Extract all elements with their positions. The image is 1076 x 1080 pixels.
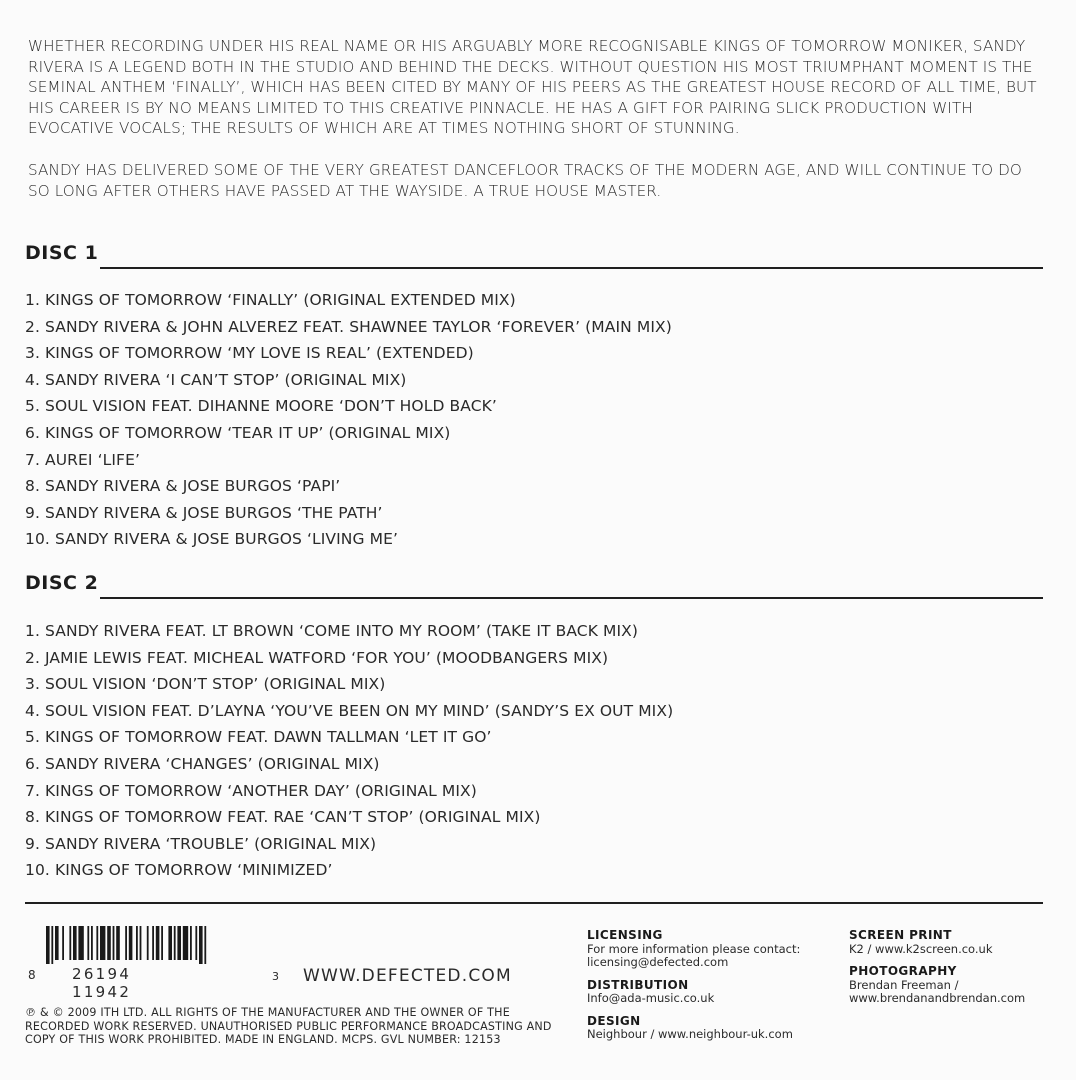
credit-photography [849, 965, 1025, 1006]
barcode-bar [129, 926, 133, 960]
barcode-bar [125, 926, 127, 960]
track-item: 10. KINGS OF TOMORROW ‘MINIMIZED’ [25, 861, 333, 880]
barcode-bar [136, 926, 138, 960]
credit-licensing-heading: LICENSING [587, 928, 663, 942]
credit-design [587, 1015, 800, 1042]
track-item: 4. SOUL VISION FEAT. D’LAYNA ‘YOU’VE BEEN ON MY MIND’ (SANDY’S EX OUT MIX) [25, 701, 674, 720]
track-item: 4. SANDY RIVERA ‘I CAN’T STOP’ (ORIGINAL MIX) [25, 370, 407, 389]
barcode-bar [204, 926, 206, 964]
credit-licensing-email: licensing@defected.com [587, 955, 729, 969]
disc-1-rule [100, 267, 1043, 269]
barcode-bar [156, 926, 160, 960]
track-item: 2. JAMIE LEWIS FEAT. MICHEAL WATFORD ‘FOR YOU’ (MOODBANGERS MIX) [25, 648, 609, 667]
barcode-bar [87, 926, 89, 960]
barcode-bar [69, 926, 71, 960]
disc-1-title: DISC 1 [25, 242, 99, 264]
barcode-bar [190, 926, 192, 960]
track-item: 10. SANDY RIVERA & JOSE BURGOS ‘LIVING ME’ [25, 530, 398, 549]
barcode-bar [183, 926, 188, 960]
barcode-bar [91, 926, 93, 960]
barcode-digit-last: 3 [272, 970, 280, 983]
credit-screen-print-heading: SCREEN PRINT [849, 928, 952, 942]
credit-design-heading: DESIGN [587, 1013, 641, 1028]
credit-distribution-email: Info@ada-music.co.uk [587, 991, 715, 1005]
barcode-bar [113, 926, 115, 960]
barcode-digits-main: 26194 11942 [72, 965, 132, 1001]
credit-photography-heading: PHOTOGRAPHY [849, 964, 957, 978]
credit-licensing-line-1: For more information please contact: [587, 941, 801, 956]
track-item: 5. KINGS OF TOMORROW FEAT. DAWN TALLMAN ‘LET IT GO’ [25, 728, 492, 747]
barcode-digit-first: 8 [28, 968, 37, 982]
barcode-bar [55, 926, 59, 960]
track-item: 8. KINGS OF TOMORROW FEAT. RAE ‘CAN’T STOP’ (ORIGINAL MIX) [25, 808, 541, 827]
barcode-bar [46, 926, 50, 964]
barcode-bar [168, 926, 172, 960]
barcode-bar [147, 926, 149, 960]
disc-2-header [25, 573, 1043, 593]
barcode-bar [62, 926, 64, 960]
credit-distribution-heading: DISTRIBUTION [587, 977, 689, 992]
track-item: 6. SANDY RIVERA ‘CHANGES’ (ORIGINAL MIX) [25, 754, 380, 773]
barcode-bar [107, 926, 111, 960]
track-item: 2. SANDY RIVERA & JOHN ALVEREZ FEAT. SHAWNEE TAYLOR ‘FOREVER’ (MAIN MIX) [25, 317, 672, 336]
disc-1-header [25, 243, 1043, 263]
footer-rule [25, 902, 1043, 904]
track-item: 3. KINGS OF TOMORROW ‘MY LOVE IS REAL’ (EXTENDED) [25, 344, 474, 363]
track-item: 6. KINGS OF TOMORROW ‘TEAR IT UP’ (ORIGINAL MIX) [25, 423, 451, 442]
track-item: 8. SANDY RIVERA & JOSE BURGOS ‘PAPI’ [25, 477, 341, 496]
credit-photography-line-2: www.brendanandbrendan.com [849, 991, 1026, 1005]
disc-2-title: DISC 2 [25, 572, 99, 594]
credit-screen-print [849, 929, 1025, 956]
barcode-bar [199, 926, 203, 964]
track-item: 7. KINGS OF TOMORROW ‘ANOTHER DAY’ (ORIGINAL MIX) [25, 781, 477, 800]
barcode-bar [195, 926, 197, 960]
barcode-image [46, 926, 264, 964]
disc-2-rule [100, 597, 1043, 599]
track-item: 5. SOUL VISION FEAT. DIHANNE MOORE ‘DON’T HOLD BACK’ [25, 397, 497, 416]
barcode-bar [152, 926, 154, 960]
credit-photography-line-1: Brendan Freeman / [849, 977, 959, 992]
credits-column-left [587, 929, 800, 1042]
disc-2-tracklist [25, 618, 673, 884]
barcode-bar [140, 926, 142, 960]
track-item: 3. SOUL VISION ‘DON’T STOP’ (ORIGINAL MIX) [25, 675, 386, 694]
track-item: 7. AUREI ‘LIFE’ [25, 450, 140, 469]
intro-paragraph-1: WHETHER RECORDING UNDER HIS REAL NAME OR HIS ARGUABLY MORE RECOGNISABLE KINGS OF TOMORROW MONIKER, SANDY RIVERA IS A LEGEND BOTH IN THE STUDIO AND BEHIND THE DECKS. WITHOUT QUESTION HIS MOST TRIUMPHANT MOMENT IS THE SEMINAL ANTHEM ‘FINALLY’, WHICH HAS BEEN CITED BY MANY OF HIS PEERS AS THE GREATEST HOUSE RECORD OF ALL TIME, BUT HIS CAREER IS BY NO MEANS LIMITED TO THIS CREATIVE PINNACLE. HE HAS A GIFT FOR PAIRING SLICK PRODUCTION WITH EVOCATIVE VOCALS; THE RESULTS OF WHICH ARE AT TIMES NOTHING SHORT OF STUNNING. [28, 37, 1037, 138]
credit-design-line: Neighbour / www.neighbour-uk.com [587, 1027, 793, 1041]
barcode-bar [161, 926, 163, 960]
track-item: 9. SANDY RIVERA ‘TROUBLE’ (ORIGINAL MIX) [25, 834, 377, 853]
disc-1-tracklist [25, 287, 672, 553]
copyright-notice: ℗ & © 2009 ITH LTD. ALL RIGHTS OF THE MANUFACTURER AND THE OWNER OF THE RECORDED WORK RESERVED. UNAUTHORISED PUBLIC PERFORMANCE BROADCASTING AND COPY OF THIS WORK PROHIBITED. MADE IN ENGLAND. MCPS. GVL NUMBER: 12153 [25, 1006, 552, 1047]
barcode-bar [116, 926, 120, 960]
track-item: 1. SANDY RIVERA FEAT. LT BROWN ‘COME INTO MY ROOM’ (TAKE IT BACK MIX) [25, 622, 638, 640]
barcode-bar [78, 926, 83, 960]
track-item: 9. SANDY RIVERA & JOSE BURGOS ‘THE PATH’ [25, 503, 383, 522]
barcode-bar [73, 926, 77, 960]
barcode-bar [177, 926, 181, 960]
track-item: 1. KINGS OF TOMORROW ‘FINALLY’ (ORIGINAL EXTENDED MIX) [25, 291, 516, 309]
barcode-bar [174, 926, 176, 960]
intro-paragraph-2: SANDY HAS DELIVERED SOME OF THE VERY GREATEST DANCEFLOOR TRACKS OF THE MODERN AGE, AND WILL CONTINUE TO DO SO LONG AFTER OTHERS HAVE PASSED AT THE WAYSIDE. A TRUE HOUSE MASTER. [28, 160, 1022, 200]
website-url: WWW.DEFECTED.COM [303, 966, 512, 986]
credits-column-right [849, 929, 1025, 1006]
intro-text [28, 36, 1048, 201]
barcode-bar [96, 926, 98, 960]
credit-screen-print-line: K2 / www.k2screen.co.uk [849, 941, 993, 956]
barcode-bar [51, 926, 53, 964]
credit-licensing [587, 929, 800, 970]
barcode-bar [100, 926, 105, 960]
credit-distribution [587, 979, 800, 1006]
